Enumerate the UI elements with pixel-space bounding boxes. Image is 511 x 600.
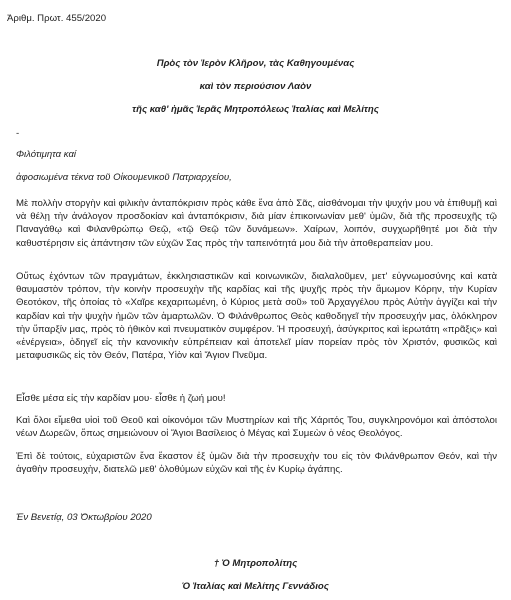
signature-name: Ὁ Ἰταλίας καὶ Μελίτης Γεννάδιος [182, 581, 329, 592]
address-line-2: καὶ τὸν περιούσιον Λαὸν [199, 81, 312, 92]
place-and-date: Ἐν Βενετίᾳ, 03 Ὀκτωβρίου 2020 [16, 512, 152, 523]
signature-title: † Ὁ Μητροπολίτης [213, 558, 298, 569]
salutation-line-1: Φιλότιμητα καί [16, 149, 77, 160]
body-paragraph-1: Μὲ πολλὴν στοργὴν καὶ φιλικὴν ἀνταπόκρισιν πρὸς κάθε ἕνα ἀπὸ Σᾶς, αἰσθάνομαι τὴν ψυχήν μου νὰ ἐπιθυμῇ καὶ νὰ θέλῃ τὴν ἀνάλογον προσδοκίαν καὶ ἀνταπόκρισιν, διὰ μίαν ἐπικοινωνίαν μεθ' ὑμῶν, διὰ τῆς προσευχῆς τῷ Παναγάθῳ καὶ Φιλανθρώπῳ Θεῷ, «τῷ Θεῷ τῶν δυνάμεων». Χαίρων, λοιπόν, συγχωρῆθητέ μοι διὰ τὴν καθυστέρησιν εἰς ἀπάντησιν τῶν εὐχῶν Σας πρὸς τὴν ταπεινότητά μου διὰ τὴν ἀποθεραπείαν μου. [16, 198, 497, 249]
separator-dash: - [16, 128, 20, 139]
body-paragraph-3: Εἶσθε μέσα εἰς τὴν καρδίαν μου· εἶσθε ἡ ζωή μου! [16, 393, 226, 404]
body-paragraph-4: Καὶ ὅλοι εἴμεθα υἱοὶ τοῦ Θεοῦ καὶ οἰκονόμοι τῶν Μυστηρίων καὶ τῆς Χάριτός Του, συγκληρονόμοι καὶ ἀπόστολοι νέων Δωρεῶν, ὅπως σημειώνουν οἱ Ἅγιοι Βασίλειος ὁ Μέγας καὶ Συμεὼν ὁ νέος Θεολόγος. [16, 415, 497, 440]
salutation-line-2: ἀφοσιωμένα τέκνα τοῦ Οἰκουμενικοῦ Πατριαρχείου, [16, 172, 232, 183]
body-paragraph-5: Ἐπὶ δὲ τούτοις, εὐχαριστῶν ἕνα ἕκαστον ἐξ ὑμῶν διὰ τὴν προσευχὴν του εἰς τὸν Φιλάνθρωπον Θεόν, καὶ τὴν ἀγαθὴν προσευχὴν, διατελῶ μεθ' ὁλοθύμων εὐχῶν καὶ τῆς ἐν Κυρίῳ ἀγάπης. [16, 451, 497, 476]
protocol-number: Ἀριθμ. Πρωτ. 455/2020 [7, 13, 107, 24]
address-line-3: τῆς καθ' ἡμᾶς Ἱερᾶς Μητροπόλεως Ἰταλίας καὶ Μελίτης [132, 104, 379, 115]
body-paragraph-2: Οὕτως ἐχόντων τῶν πραγμάτων, ἐκκλησιαστικῶν καὶ κοινωνικῶν, διαλαλοῦμεν, μετ' εὐγνωμοσύνης καὶ κατὰ θαυμαστὸν τρόπον, τὴν κοινὴν προσευχὴν τῆς καρδίας καὶ τῆς ψυχῆς πρὸς τὴν ἄμωμον Κόρην, τὴν Κυρίαν Θεοτόκον, τῆς ὁποίας τὸ «Χαῖρε κεχαριτωμένη, ὁ Κύριος μετὰ σοῦ» τοῦ Ἀρχαγγέλου πρὸς Αὐτὴν ἀγγίζει καὶ τὴν καρδίαν καὶ τὴν ψυχὴν ἡμῶν τῶν ἁμαρτωλῶν. Ὁ Φιλάνθρωπος Θεὸς καθοδηγεῖ τὴν προσευχήν μας, ὁλόκληρον τὴν ὕπαρξίν μας, πρὸς τὸ ἠθικὸν καὶ πνευματικὸν συμφέρον. Ἡ προσευχή, ἀσύγκριτος καὶ ἱερωτάτη «πρᾶξις» καὶ «ἐνέργεια», ὁδηγεῖ εἰς τὴν κανονικὴν εὐπρέπειαν καὶ ἀποτελεῖ μίαν πορείαν πρὸς τὸν Χριστόν, φυσικῶς καὶ μεταφυσικῶς εἰς τὸν Θεόν, Πατέρα, Υἱὸν καὶ Ἅγιον Πνεῦμα. [16, 271, 497, 362]
address-line-1: Πρὸς τὸν Ἱερὸν Κλῆρον, τὰς Καθηγουμένας [156, 58, 355, 69]
